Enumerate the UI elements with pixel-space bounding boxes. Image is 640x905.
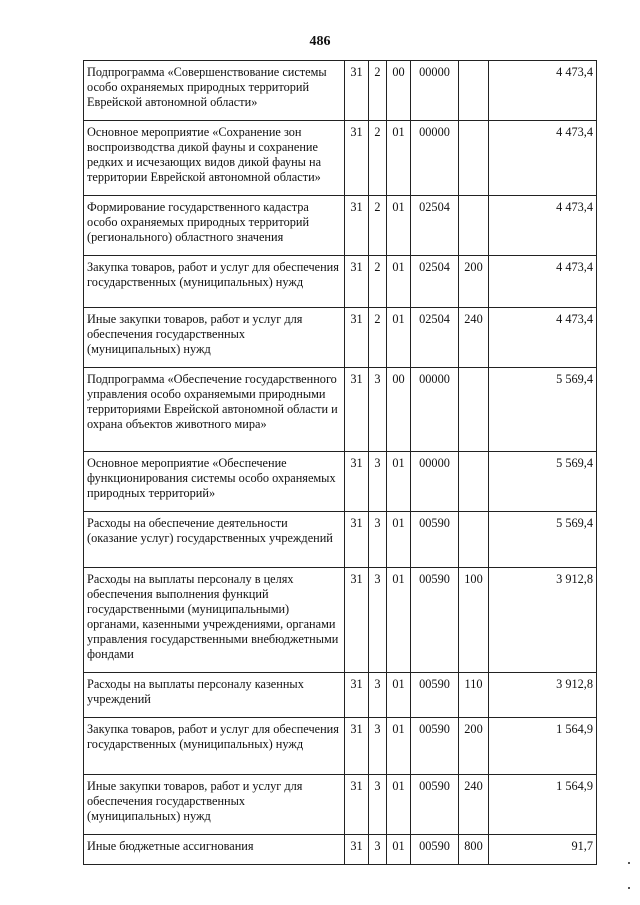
table-row <box>84 196 597 256</box>
program-code-cell: 31 <box>345 512 369 568</box>
program-code-cell: 31 <box>345 775 369 835</box>
activity-code-cell: 01 <box>387 775 411 835</box>
direction-code-cell: 00000 <box>411 121 459 196</box>
table-row <box>84 368 597 452</box>
activity-code-cell: 00 <box>387 368 411 452</box>
table-body <box>84 61 597 865</box>
expense-type-cell: 200 <box>459 256 489 308</box>
table-row <box>84 835 597 865</box>
direction-code-cell: 02504 <box>411 308 459 368</box>
expense-type-cell <box>459 368 489 452</box>
row-name-cell: Основное мероприятие «Обеспечение функционирования системы особо охраняемых природных территорий» <box>84 452 345 512</box>
amount-cell: 4 473,4 <box>489 308 597 368</box>
direction-code-cell: 00590 <box>411 718 459 775</box>
direction-code-cell: 02504 <box>411 256 459 308</box>
row-name-cell: Иные закупки товаров, работ и услуг для обеспечения государственных (муниципальных) нужд <box>84 308 345 368</box>
subprogram-code-cell: 2 <box>369 256 387 308</box>
activity-code-cell: 00 <box>387 61 411 121</box>
row-name-cell: Расходы на обеспечение деятельности (оказание услуг) государственных учреждений <box>84 512 345 568</box>
expense-type-cell: 200 <box>459 718 489 775</box>
scan-speck <box>628 887 630 889</box>
expense-type-cell: 240 <box>459 775 489 835</box>
program-code-cell: 31 <box>345 256 369 308</box>
row-name-cell: Подпрограмма «Обеспечение государственного управления особо охраняемыми природными территориями Еврейской автономной области и охрана объектов животного мира» <box>84 368 345 452</box>
table-row <box>84 452 597 512</box>
subprogram-code-cell: 3 <box>369 368 387 452</box>
subprogram-code-cell: 3 <box>369 775 387 835</box>
subprogram-code-cell: 3 <box>369 452 387 512</box>
expense-type-cell: 240 <box>459 308 489 368</box>
expense-type-cell <box>459 121 489 196</box>
program-code-cell: 31 <box>345 673 369 718</box>
direction-code-cell: 00590 <box>411 835 459 865</box>
program-code-cell: 31 <box>345 452 369 512</box>
program-code-cell: 31 <box>345 308 369 368</box>
activity-code-cell: 01 <box>387 308 411 368</box>
table-row <box>84 61 597 121</box>
table-row <box>84 121 597 196</box>
amount-cell: 4 473,4 <box>489 121 597 196</box>
table-row <box>84 512 597 568</box>
row-name-cell: Формирование государственного кадастра особо охраняемых природных территорий (регионального) областного значения <box>84 196 345 256</box>
amount-cell: 4 473,4 <box>489 196 597 256</box>
amount-cell: 4 473,4 <box>489 256 597 308</box>
amount-cell: 3 912,8 <box>489 568 597 673</box>
subprogram-code-cell: 2 <box>369 196 387 256</box>
row-name-cell: Закупка товаров, работ и услуг для обеспечения государственных (муниципальных) нужд <box>84 256 345 308</box>
subprogram-code-cell: 3 <box>369 673 387 718</box>
activity-code-cell: 01 <box>387 673 411 718</box>
subprogram-code-cell: 3 <box>369 835 387 865</box>
expense-type-cell: 800 <box>459 835 489 865</box>
direction-code-cell: 00000 <box>411 452 459 512</box>
expense-type-cell: 100 <box>459 568 489 673</box>
subprogram-code-cell: 2 <box>369 121 387 196</box>
subprogram-code-cell: 3 <box>369 512 387 568</box>
amount-cell: 5 569,4 <box>489 512 597 568</box>
row-name-cell: Расходы на выплаты персоналу в целях обеспечения выполнения функций государственными (муниципальными) органами, казенными учреждениями, органами управления государственными внебюджетными фондами <box>84 568 345 673</box>
activity-code-cell: 01 <box>387 568 411 673</box>
subprogram-code-cell: 2 <box>369 61 387 121</box>
amount-cell: 1 564,9 <box>489 718 597 775</box>
budget-table <box>83 60 597 865</box>
row-name-cell: Закупка товаров, работ и услуг для обеспечения государственных (муниципальных) нужд <box>84 718 345 775</box>
direction-code-cell: 00590 <box>411 512 459 568</box>
program-code-cell: 31 <box>345 718 369 775</box>
activity-code-cell: 01 <box>387 121 411 196</box>
expense-type-cell <box>459 452 489 512</box>
row-name-cell: Расходы на выплаты персоналу казенных учреждений <box>84 673 345 718</box>
program-code-cell: 31 <box>345 196 369 256</box>
subprogram-code-cell: 3 <box>369 568 387 673</box>
table-row <box>84 673 597 718</box>
amount-cell: 5 569,4 <box>489 452 597 512</box>
subprogram-code-cell: 2 <box>369 308 387 368</box>
amount-cell: 1 564,9 <box>489 775 597 835</box>
table-row <box>84 568 597 673</box>
activity-code-cell: 01 <box>387 512 411 568</box>
direction-code-cell: 00000 <box>411 61 459 121</box>
scan-speck <box>628 862 630 864</box>
activity-code-cell: 01 <box>387 196 411 256</box>
table-row <box>84 775 597 835</box>
program-code-cell: 31 <box>345 368 369 452</box>
subprogram-code-cell: 3 <box>369 718 387 775</box>
row-name-cell: Иные закупки товаров, работ и услуг для обеспечения государственных (муниципальных) нужд <box>84 775 345 835</box>
amount-cell: 5 569,4 <box>489 368 597 452</box>
amount-cell: 91,7 <box>489 835 597 865</box>
table-row <box>84 256 597 308</box>
program-code-cell: 31 <box>345 835 369 865</box>
row-name-cell: Иные бюджетные ассигнования <box>84 835 345 865</box>
expense-type-cell: 110 <box>459 673 489 718</box>
amount-cell: 3 912,8 <box>489 673 597 718</box>
program-code-cell: 31 <box>345 121 369 196</box>
program-code-cell: 31 <box>345 568 369 673</box>
row-name-cell: Основное мероприятие «Сохранение зон воспроизводства дикой фауны и сохранение редких и исчезающих видов дикой фауны на территории Еврейской автономной области» <box>84 121 345 196</box>
program-code-cell: 31 <box>345 61 369 121</box>
page-number: 486 <box>309 34 331 49</box>
activity-code-cell: 01 <box>387 256 411 308</box>
row-name-cell: Подпрограмма «Совершенствование системы особо охраняемых природных территорий Еврейской автономной области» <box>84 61 345 121</box>
amount-cell: 4 473,4 <box>489 61 597 121</box>
expense-type-cell <box>459 196 489 256</box>
activity-code-cell: 01 <box>387 718 411 775</box>
expense-type-cell <box>459 61 489 121</box>
direction-code-cell: 00000 <box>411 368 459 452</box>
table-row <box>84 308 597 368</box>
direction-code-cell: 02504 <box>411 196 459 256</box>
direction-code-cell: 00590 <box>411 568 459 673</box>
table-row <box>84 718 597 775</box>
expense-type-cell <box>459 512 489 568</box>
activity-code-cell: 01 <box>387 835 411 865</box>
direction-code-cell: 00590 <box>411 673 459 718</box>
direction-code-cell: 00590 <box>411 775 459 835</box>
activity-code-cell: 01 <box>387 452 411 512</box>
